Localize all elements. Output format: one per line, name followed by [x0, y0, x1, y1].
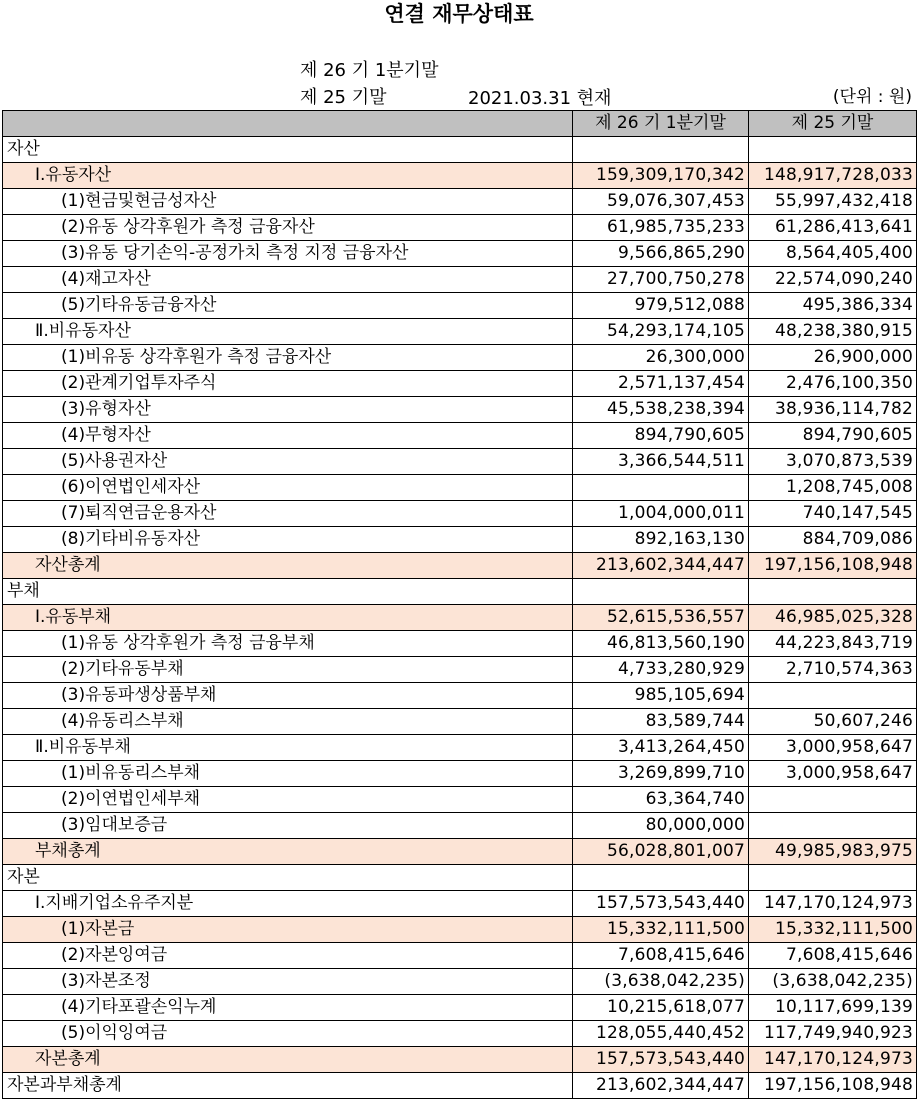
column-header-current: 제 26 기 1분기말	[573, 111, 749, 137]
current-period-amount: 1,004,000,011	[573, 501, 749, 527]
current-period-amount: 80,000,000	[573, 813, 749, 839]
table-row	[3, 891, 917, 917]
table-row	[3, 423, 917, 449]
account-label: (4)기타포괄손익누계	[3, 995, 573, 1021]
current-period-amount: 27,700,750,278	[573, 267, 749, 293]
prior-period-amount	[749, 137, 917, 163]
table-row	[3, 241, 917, 267]
account-label: (4)재고자산	[3, 267, 573, 293]
current-period-amount: 46,813,560,190	[573, 631, 749, 657]
prior-period-amount: 61,286,413,641	[749, 215, 917, 241]
table-row	[3, 943, 917, 969]
prior-period-amount: 15,332,111,500	[749, 917, 917, 943]
prior-period-amount: 147,170,124,973	[749, 891, 917, 917]
prior-period-amount: 2,476,100,350	[749, 371, 917, 397]
current-period-amount: 83,589,744	[573, 709, 749, 735]
account-label: (4)무형자산	[3, 423, 573, 449]
account-label: (3)유동파생상품부채	[3, 683, 573, 709]
account-label: (6)이연법인세자산	[3, 475, 573, 501]
account-label: Ⅰ.유동부채	[3, 605, 573, 631]
prior-period-amount: 197,156,108,948	[749, 1073, 917, 1099]
prior-period-amount: 147,170,124,973	[749, 1047, 917, 1073]
prior-period-amount: 49,985,983,975	[749, 839, 917, 865]
account-label: (5)사용권자산	[3, 449, 573, 475]
prior-period-amount	[749, 683, 917, 709]
current-period-amount: 128,055,440,452	[573, 1021, 749, 1047]
prior-period-amount: 3,000,958,647	[749, 735, 917, 761]
prior-period-amount: (3,638,042,235)	[749, 969, 917, 995]
account-label: Ⅱ.비유동부채	[3, 735, 573, 761]
table-row	[3, 371, 917, 397]
current-period-amount: 159,309,170,342	[573, 163, 749, 189]
table-row	[3, 839, 917, 865]
prior-period-amount: 3,070,873,539	[749, 449, 917, 475]
table-row	[3, 527, 917, 553]
current-period-amount: 26,300,000	[573, 345, 749, 371]
account-label: 자산총계	[3, 553, 573, 579]
table-row	[3, 189, 917, 215]
current-period-amount: 4,733,280,929	[573, 657, 749, 683]
prior-period-amount: 44,223,843,719	[749, 631, 917, 657]
account-label: (1)비유동리스부채	[3, 761, 573, 787]
current-period-amount: 979,512,088	[573, 293, 749, 319]
prior-period-amount: 148,917,728,033	[749, 163, 917, 189]
account-label: (5)이익잉여금	[3, 1021, 573, 1047]
current-period-amount: 54,293,174,105	[573, 319, 749, 345]
account-label: Ⅱ.비유동자산	[3, 319, 573, 345]
account-label: (2)자본잉여금	[3, 943, 573, 969]
current-period-amount: 157,573,543,440	[573, 1047, 749, 1073]
period-current-date: 2021.03.31 현재	[468, 88, 612, 109]
prior-period-amount: 197,156,108,948	[749, 553, 917, 579]
account-label: (2)기타유동부채	[3, 657, 573, 683]
current-period-amount: 59,076,307,453	[573, 189, 749, 215]
table-row	[3, 969, 917, 995]
table-row	[3, 163, 917, 189]
table-row	[3, 813, 917, 839]
prior-period-amount: 38,936,114,782	[749, 397, 917, 423]
prior-period-amount: 55,997,432,418	[749, 189, 917, 215]
current-period-amount: 45,538,238,394	[573, 397, 749, 423]
current-period-amount: 2,571,137,454	[573, 371, 749, 397]
account-label: (1)자본금	[3, 917, 573, 943]
current-period-amount: 213,602,344,447	[573, 553, 749, 579]
current-period-amount: 157,573,543,440	[573, 891, 749, 917]
table-row	[3, 319, 917, 345]
table-row	[3, 397, 917, 423]
account-label: (1)유동 상각후원가 측정 금융부채	[3, 631, 573, 657]
table-row	[3, 709, 917, 735]
current-period-amount: 3,269,899,710	[573, 761, 749, 787]
account-label: 자본과부채총계	[3, 1073, 573, 1099]
current-period-amount: 52,615,536,557	[573, 605, 749, 631]
current-period-amount: 10,215,618,077	[573, 995, 749, 1021]
prior-period-amount: 1,208,745,008	[749, 475, 917, 501]
table-header-row	[3, 111, 917, 137]
table-row	[3, 917, 917, 943]
account-label: (3)임대보증금	[3, 813, 573, 839]
table-row	[3, 657, 917, 683]
table-row	[3, 345, 917, 371]
prior-period-amount: 894,790,605	[749, 423, 917, 449]
account-label: 자산	[3, 137, 573, 163]
current-period-amount: 892,163,130	[573, 527, 749, 553]
current-period-amount	[573, 579, 749, 605]
account-label: (3)유형자산	[3, 397, 573, 423]
current-period-amount: 9,566,865,290	[573, 241, 749, 267]
prior-period-amount: 884,709,086	[749, 527, 917, 553]
period-prior-label: 제 25 기말	[300, 87, 387, 108]
current-period-amount: 7,608,415,646	[573, 943, 749, 969]
table-row	[3, 553, 917, 579]
current-period-amount: 894,790,605	[573, 423, 749, 449]
prior-period-amount: 22,574,090,240	[749, 267, 917, 293]
table-row	[3, 631, 917, 657]
table-row	[3, 761, 917, 787]
table-row	[3, 475, 917, 501]
current-period-amount: (3,638,042,235)	[573, 969, 749, 995]
account-label: (3)자본조정	[3, 969, 573, 995]
table-row	[3, 501, 917, 527]
table-row	[3, 293, 917, 319]
account-label: (7)퇴직연금운용자산	[3, 501, 573, 527]
current-period-amount	[573, 137, 749, 163]
account-label: (2)이연법인세부채	[3, 787, 573, 813]
prior-period-amount: 117,749,940,923	[749, 1021, 917, 1047]
prior-period-amount: 2,710,574,363	[749, 657, 917, 683]
table-row	[3, 579, 917, 605]
table-row	[3, 735, 917, 761]
statement-title: 연결 재무상태표	[384, 2, 534, 26]
table-row	[3, 787, 917, 813]
current-period-amount: 3,413,264,450	[573, 735, 749, 761]
account-label: (8)기타비유동자산	[3, 527, 573, 553]
table-row	[3, 1021, 917, 1047]
table-row	[3, 995, 917, 1021]
prior-period-amount: 50,607,246	[749, 709, 917, 735]
table-row	[3, 267, 917, 293]
prior-period-amount: 495,386,334	[749, 293, 917, 319]
prior-period-amount: 8,564,405,400	[749, 241, 917, 267]
column-header-prior: 제 25 기말	[749, 111, 917, 137]
current-period-amount: 63,364,740	[573, 787, 749, 813]
prior-period-amount: 10,117,699,139	[749, 995, 917, 1021]
account-label: Ⅰ.유동자산	[3, 163, 573, 189]
account-label: (5)기타유동금융자산	[3, 293, 573, 319]
account-label: (1)현금및현금성자산	[3, 189, 573, 215]
prior-period-amount	[749, 813, 917, 839]
current-period-amount: 15,332,111,500	[573, 917, 749, 943]
account-label: 부채	[3, 579, 573, 605]
current-period-amount: 985,105,694	[573, 683, 749, 709]
account-label: Ⅰ.지배기업소유주지분	[3, 891, 573, 917]
unit-label: (단위 : 원)	[832, 87, 912, 107]
table-row	[3, 1047, 917, 1073]
current-period-amount	[573, 865, 749, 891]
account-label: 자본총계	[3, 1047, 573, 1073]
prior-period-amount: 3,000,958,647	[749, 761, 917, 787]
account-label: (2)관계기업투자주식	[3, 371, 573, 397]
column-header-account	[3, 111, 573, 137]
table-row	[3, 605, 917, 631]
table-row	[3, 137, 917, 163]
table-row	[3, 865, 917, 891]
account-label: (2)유동 상각후원가 측정 금융자산	[3, 215, 573, 241]
prior-period-amount	[749, 579, 917, 605]
prior-period-amount: 26,900,000	[749, 345, 917, 371]
current-period-amount: 3,366,544,511	[573, 449, 749, 475]
account-label: (3)유동 당기손익-공정가치 측정 지정 금융자산	[3, 241, 573, 267]
prior-period-amount	[749, 865, 917, 891]
prior-period-amount: 46,985,025,328	[749, 605, 917, 631]
account-label: 부채총계	[3, 839, 573, 865]
current-period-amount	[573, 475, 749, 501]
current-period-amount: 56,028,801,007	[573, 839, 749, 865]
period-current-label: 제 26 기 1분기말	[300, 60, 439, 81]
account-label: 자본	[3, 865, 573, 891]
prior-period-amount	[749, 787, 917, 813]
current-period-amount: 61,985,735,233	[573, 215, 749, 241]
table-row	[3, 1073, 917, 1099]
table-row	[3, 449, 917, 475]
prior-period-amount: 740,147,545	[749, 501, 917, 527]
account-label: (1)비유동 상각후원가 측정 금융자산	[3, 345, 573, 371]
prior-period-amount: 7,608,415,646	[749, 943, 917, 969]
current-period-amount: 213,602,344,447	[573, 1073, 749, 1099]
prior-period-amount: 48,238,380,915	[749, 319, 917, 345]
table-row	[3, 683, 917, 709]
balance-sheet-table	[2, 110, 917, 1099]
account-label: (4)유동리스부채	[3, 709, 573, 735]
table-row	[3, 215, 917, 241]
